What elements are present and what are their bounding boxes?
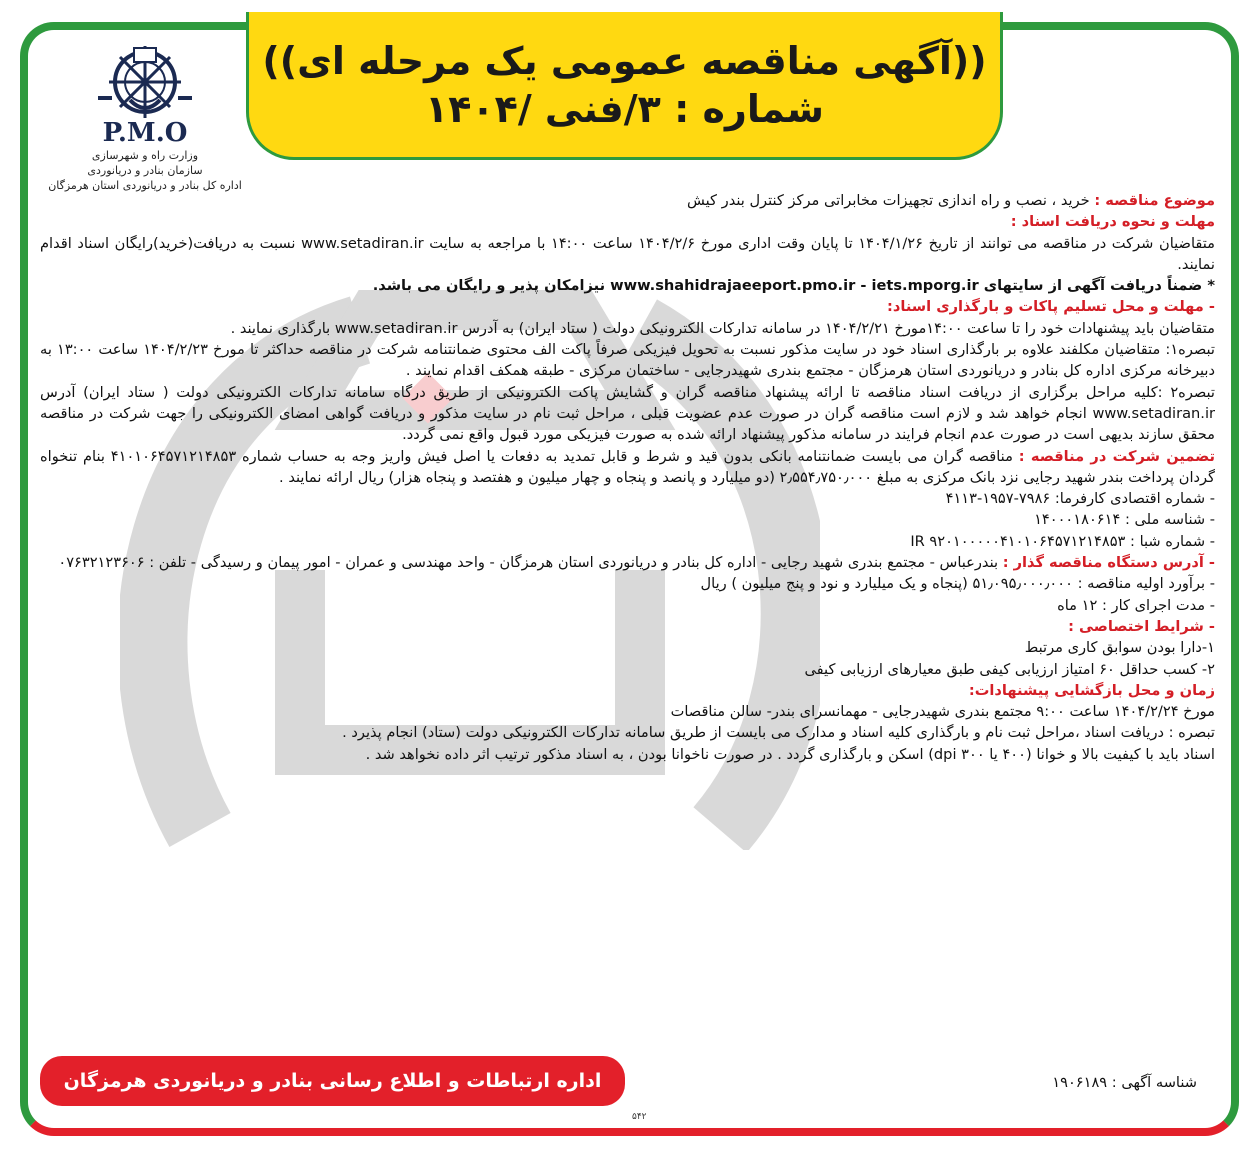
sheba-number: - شماره شبا : IR ۹۲۰۱۰۰۰۰۰۴۱۰۱۰۶۴۵۷۱۲۱۴۸۵۳ [910, 532, 1215, 550]
notice-title: ((آگهی مناقصه عمومی یک مرحله ای)) [262, 39, 987, 83]
opening-note: تبصره : دریافت اسناد ،مراحل ثبت نام و بارگذاری کلیه اسناد و مدارک می بایست از طریق سامانه تدارکات الکترونیکی دولت (ستاد) انجام پذیرد . [342, 724, 1215, 742]
ad-id: شناسه آگهی : ۱۹۰۶۱۸۹ [1052, 1074, 1197, 1091]
economic-code: - شماره اقتصادی کارفرما: ۷۹۸۶-۱۹۵۷-۴۱۱۳ [945, 490, 1215, 508]
submit-note-1: تبصره۱: متقاضیان مکلفند علاوه بر بارگذاری اسناد خود در سایت مذکور نسبت به تحویل فیزیکی صرفاً پاکت الف محتوی ضمانتنامه شرکت در مناقصه حداکثر تا مورخ ۱۴۰۴/۲/۲۳ ساعت ۱۳:۰۰ به دبیرخانه مرکزی اداره کل بنادر و دریانوردی استان هرمزگان - مجتمع بندری شهیدرجایی - ساختمان مرکزی - طبقه همکف اقدام نمایند . [40, 341, 1215, 380]
guarantee-text: مناقصه گران می بایست ضمانتنامه بانکی بدون قید و شرط و قابل تمدید به دفعات یا اصل فیش واریز وجه به حساب شماره ۴۱۰۱۰۶۴۵۷۱۲۱۴۸۵۳ بنام تنخواه گردان پرداخت بندر شهید رجایی نزد بانک مرکزی به مبلغ ۲٫۵۵۴٫۷۵۰٫۰۰۰ (دو میلیارد و پانصد و پنجاه و چهار میلیون و هفتصد و پنجاه هزار) ریال ارائه نمایند . [40, 447, 1215, 486]
guarantee-label: تضمین شرکت در مناقصه : [1018, 447, 1215, 465]
notice-body [40, 190, 1215, 765]
logo-org-line: سازمان بنادر و دریانوردی [87, 164, 203, 177]
condition-item-1: ۱-دارا بودن سوابق کاری مرتبط [1024, 639, 1215, 657]
scan-note: اسناد باید با کیفیت بالا و خوانا (۴۰۰ یا ۳۰۰ dpi) اسکن و بارگذاری گردد . در صورت ناخوانا بودن ، به اسناد مذکور ترتیب اثر داده نخواهد شد . [365, 745, 1215, 763]
logo-org-line: اداره کل بنادر و دریانوردی استان هرمزگان [48, 179, 242, 192]
receive-note: * ضمناً دریافت آگهی از سایتهای www.shahidrajaeeport.pmo.ir - iets.mporg.ir نیزامکان پذیر و رایگان می باشد. [372, 277, 1215, 295]
print-code: ۵۴۲ [632, 1112, 647, 1122]
logo-org-line: وزارت راه و شهرسازی [91, 149, 199, 162]
anchor-emblem-icon [90, 40, 200, 120]
duration-line: - مدت اجرای کار : ۱۲ ماه [1057, 596, 1215, 614]
submit-text: متقاضیان باید پیشنهادات خود را تا ساعت ۱۴:۰۰مورخ ۱۴۰۴/۲/۲۱ در سامانه تدارکات الکترونیکی دولت ( ستاد ایران) به آدرس www.setadiran.ir بارگذاری نمایند . [230, 319, 1215, 337]
submit-note-2: تبصره۲ :کلیه مراحل برگزاری از دریافت اسناد مناقصه تا ارائه پیشنهاد مناقصه گران و گشایش پاکت الکترونیکی از طریق درگاه سامانه تدارکات الکترونیکی دولت ( ستاد ایران) آدرس www.setadiran.ir انجام خواهد شد و لازم است مناقصه گران در صورت عدم عضویت قبلی ، مراحل ثبت نام در سایت مذکور و دریافت گواهی امضای الکترونیکی را جهت شرکت در مناقصه محقق سازند بدیهی است در صورت عدم انجام فرایند در سامانه مذکور پیشنهاد ارائه شده به صورت فیزیکی مورد قبول واقع نمی گردد. [40, 383, 1215, 444]
notice-number: شماره : ۳/فنی /۱۴۰۴ [425, 87, 824, 131]
subject-label: موضوع مناقصه : [1094, 192, 1215, 209]
subject-text: خرید ، نصب و راه اندازی تجهیزات مخابراتی مرکز کنترل بندر کیش [687, 192, 1090, 209]
submit-heading: - مهلت و محل تسلیم پاکات و بارگذاری اسناد: [887, 298, 1215, 316]
opening-text: مورخ ۱۴۰۴/۲/۲۴ ساعت ۹:۰۰ مجتمع بندری شهیدرجایی - مهمانسرای بندر- سالن مناقصات [670, 703, 1215, 721]
national-id: - شناسه ملی : ۱۴۰۰۰۱۸۰۶۱۴ [1034, 511, 1215, 529]
address-line [40, 552, 1215, 573]
title-banner [246, 12, 1003, 160]
receive-text: متقاضیان شرکت در مناقصه می توانند از تاریخ ۱۴۰۴/۱/۲۶ تا پایان وقت اداری مورخ ۱۴۰۴/۲/۶ ساعت ۱۴:۰۰ با مراجعه به سایت www.setadiran.ir نسبت به دریافت(خرید)رایگان اسناد اقدام نمایند. [40, 234, 1215, 273]
condition-item-2: ۲- کسب حداقل ۶۰ امتیاز ارزیابی کیفی طبق معیارهای ارزیابی کیفی [804, 660, 1215, 678]
address-text: بندرعباس - مجتمع بندری شهید رجایی - اداره کل بنادر و دریانوردی استان هرمزگان - واحد مهندسی و عمران - امور پیمان و رسیدگی - تلفن : ۰۷۶۳۲۱۲۳۶۰۶ [58, 554, 999, 572]
pmo-logo [40, 40, 250, 210]
conditions-heading: - شرایط اختصاصی : [1068, 617, 1215, 635]
estimate-line: - برآورد اولیه مناقصه : ۵۱٫۰۹۵٫۰۰۰٫۰۰۰ (پنجاه و یک میلیارد و نود و پنج میلیون ) ریال [700, 575, 1215, 593]
logo-abbr: P.M.O [102, 118, 188, 148]
subject-line [40, 190, 1215, 211]
receive-heading: مهلت و نحوه دریافت اسناد : [1010, 213, 1215, 231]
footer-banner: اداره ارتباطات و اطلاع رسانی بنادر و دریانوردی هرمزگان [40, 1056, 625, 1106]
address-label: - آدرس دستگاه مناقصه گذار : [1002, 554, 1215, 572]
opening-heading: زمان و محل بازگشایی پیشنهادات: [968, 681, 1215, 699]
guarantee-line [40, 446, 1215, 489]
